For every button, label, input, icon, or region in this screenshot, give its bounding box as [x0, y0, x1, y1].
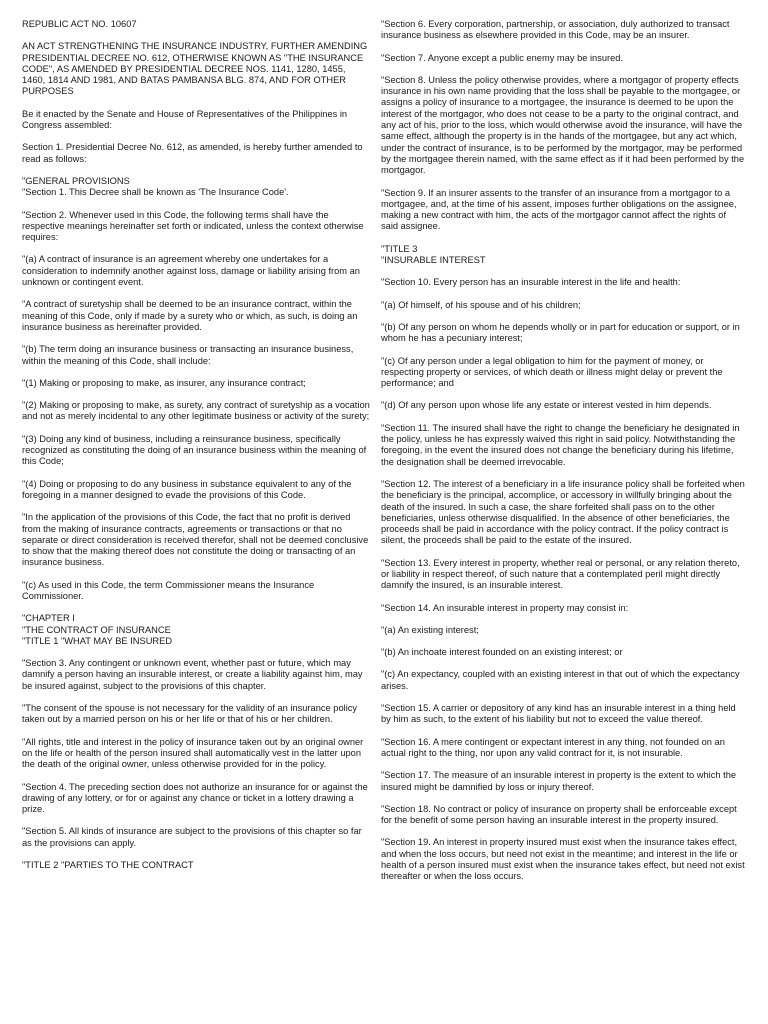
paragraph: "Section 18. No contract or policy of insurance on property shall be enforceable except for the benefit of some person having an insurable interest in the property insured. [381, 803, 737, 826]
paragraph: "Section 2. Whenever used in this Code, the following terms shall have the respective meanings hereinafter set forth or indicated, unless the context otherwise requires: [22, 209, 364, 243]
paragraph: "(c) As used in this Code, the term Commissioner means the Insurance Commissioner. [22, 579, 315, 601]
chapter-heading: "CHAPTER I "THE CONTRACT OF INSURANCE "TITLE 1 "WHAT MAY BE INSURED [22, 613, 173, 646]
paragraph: "Section 8. Unless the policy otherwise provides, where a mortgagor of property effects insurance in his own name providing that the loss shall be payable to the mortgagee, or assigns a policy of insurance to a mortgagee, the insurance is deemed to be upon the interest of the mortgagor, who does not cease to be a party to the original contract, and any act of his, prior to the loss, which would otherwise avoid the insurance, will have the same effect, although the property is in the hands of the mortgagee, but any act which, under the contract of insurance, is to be performed by the mortgagor, may be performed by the mortgagee therein named, with the same effect as if it had been performed by the mortgagor. [381, 74, 745, 176]
paragraph: "(4) Doing or proposing to do any business in substance equivalent to any of the foregoing in a manner designed to evade the provisions of this Code. [22, 478, 352, 500]
paragraph: "Section 16. A mere contingent or expectant interest in any thing, not founded on an actual right to the thing, nor upon any valid contract for it, is not insurable. [381, 736, 725, 758]
paragraph: "Section 9. If an insurer assents to the transfer of an insurance from a mortgagor to a mortgagee, and, at the time of his assent, imposes further obligations on the assignee, making a new contract with him, the acts of the mortgagor cannot affect the rights of said assignee. [381, 187, 737, 232]
title-heading: "TITLE 2 "PARTIES TO THE CONTRACT [22, 860, 194, 871]
paragraph: "Section 15. A carrier or depository of any kind has an insurable interest in a thing held by him as such, to the extent of his liability but not to exceed the value thereof. [381, 703, 736, 725]
paragraph: "Section 4. The preceding section does not authorize an insurance for or against the drawing of any lottery, or for or against any chance or ticket in a lottery drawing a prize. [22, 781, 368, 815]
paragraph: "Section 3. Any contingent or unknown event, whether past or future, which may damnify a person having an insurable interest, or create a liability against him, may be insured against, subject to the provisions of this chapter. [22, 658, 363, 691]
left-column [22, 19, 370, 882]
paragraph: "GENERAL PROVISIONS "Section 1. This Decree shall be known as 'The Insurance Code'. [22, 175, 289, 198]
paragraph: "(3) Doing any kind of business, including a reinsurance business, specifically recognized as constituting the doing of an insurance business within the meaning of this Code; [22, 433, 367, 467]
paragraph: "(b) The term doing an insurance business or transacting an insurance business, within the meaning of this Code, shall include: [22, 344, 354, 366]
paragraph: "Section 14. An insurable interest in property may consist in: [381, 602, 629, 613]
paragraph: "Section 7. Anyone except a public enemy may be insured. [381, 52, 624, 63]
paragraph: "(a) A contract of insurance is an agreement whereby one undertakes for a consideration to indemnify another against loss, damage or liability arising from an unknown or contingent event. [22, 254, 360, 288]
paragraph: "Section 6. Every corporation, partnership, or association, duly authorized to transact insurance business as elsewhere provided in this Code, may be an insurer. [381, 19, 730, 41]
right-column [381, 19, 745, 894]
title-heading: "TITLE 3 "INSURABLE INTEREST [381, 243, 486, 266]
paragraph: "(b) An inchoate interest founded on an existing interest; or [381, 647, 623, 658]
paragraph: "(b) Of any person on whom he depends wholly or in part for education or support, or in whom he has a pecuniary interest; [381, 321, 740, 344]
paragraph: "(c) Of any person under a legal obligation to him for the payment of money, or respecting property or services, of which death or illness might delay or prevent the performance; and [381, 355, 723, 389]
paragraph: "All rights, title and interest in the policy of insurance taken out by an original owner on the life or health of the person insured shall automatically vest in the latter upon the death of the original owner, unless otherwise provided for in the policy. [22, 736, 364, 770]
paragraph: "Section 13. Every interest in property, whether real or personal, or any relation thereto, or liability in respect thereof, of such nature that a contemplated peril might directly damnify the insured, is an insurable interest. [381, 557, 740, 591]
paragraph: Section 1. Presidential Decree No. 612, as amended, is hereby further amended to read as follows: [22, 142, 363, 164]
paragraph: "Section 11. The insured shall have the right to change the beneficiary he designated in the policy, unless he has expressly waived this right in said policy. Notwithstanding the foregoing, in the event the insured does not change the beneficiary during his lifetime, the designation shall be deemed irrevocable. [381, 422, 740, 467]
paragraph: "Section 19. An interest in property insured must exist when the insurance takes effect, and when the loss occurs, but need not exist in the meantime; and interest in the life or health of a person insured must exist when the insurance takes effect, but need not exist thereafter or when the loss occurs. [381, 837, 745, 882]
paragraph: "The consent of the spouse is not necessary for the validity of an insurance policy taken out by a married person on his or her life or that of his or her children. [22, 703, 358, 725]
paragraph: "A contract of suretyship shall be deemed to be an insurance contract, within the meaning of this Code, only if made by a surety who or which, as such, is doing an insurance business as hereinafter provided. [22, 299, 358, 332]
paragraph: "Section 10. Every person has an insurable interest in the life and health: [381, 277, 681, 288]
paragraph: "(a) An existing interest; [381, 624, 479, 635]
paragraph: "Section 17. The measure of an insurable interest in property is the extent to which the insured might be damnified by loss or injury thereof. [381, 770, 737, 792]
paragraph: "(a) Of himself, of his spouse and of his children; [381, 299, 581, 310]
paragraph: "In the application of the provisions of this Code, the fact that no profit is derived from the making of insurance contracts, agreements or transactions or that no separate or direct consideration is received therefor, shall not be deemed conclusive to show that the making thereof does not constitute the doing or transacting of an insurance business. [22, 512, 369, 568]
paragraph: "Section 5. All kinds of insurance are subject to the provisions of this chapter so far as the provisions can apply. [22, 826, 362, 848]
act-title: REPUBLIC ACT NO. 10607 [22, 19, 137, 29]
paragraph: "(1) Making or proposing to make, as insurer, any insurance contract; [22, 377, 306, 388]
paragraph: "(2) Making or proposing to make, as surety, any contract of suretyship as a vocation and not as merely incidental to any other legitimate business or activity of the surety; [22, 400, 370, 422]
paragraph: "(c) An expectancy, coupled with an existing interest in that out of which the expectancy arises. [381, 669, 740, 691]
paragraph: "Section 12. The interest of a beneficiary in a life insurance policy shall be forfeited when the beneficiary is the principal, accomplice, or accessory in willfully bringing about the death of the insured. In such a case, the share forfeited shall pass on to the other beneficiaries, unless otherwise disqualified. In the absence of other beneficiaries, the proceeds shall be paid in accordance with the policy contract. If the policy contract is silent, the proceeds shall be paid to the estate of the insured. [381, 478, 745, 546]
enacting-clause: Be it enacted by the Senate and House of Representatives of the Philippines in Congress assembled: [22, 108, 348, 131]
act-long-title: AN ACT STRENGTHENING THE INSURANCE INDUSTRY, FURTHER AMENDING PRESIDENTIAL DECREE NO. 612, OTHERWISE KNOWN AS "THE INSURANCE CODE", AS AMENDED BY PRESIDENTIAL DECREE NOS. 1141, 1280, 1455, 1460, 1814 AND 1981, AND BATAS PAMBANSA BLG. 874, AND FOR OTHER PURPOSES [22, 41, 368, 97]
paragraph: "(d) Of any person upon whose life any estate or interest vested in him depends. [381, 400, 712, 411]
